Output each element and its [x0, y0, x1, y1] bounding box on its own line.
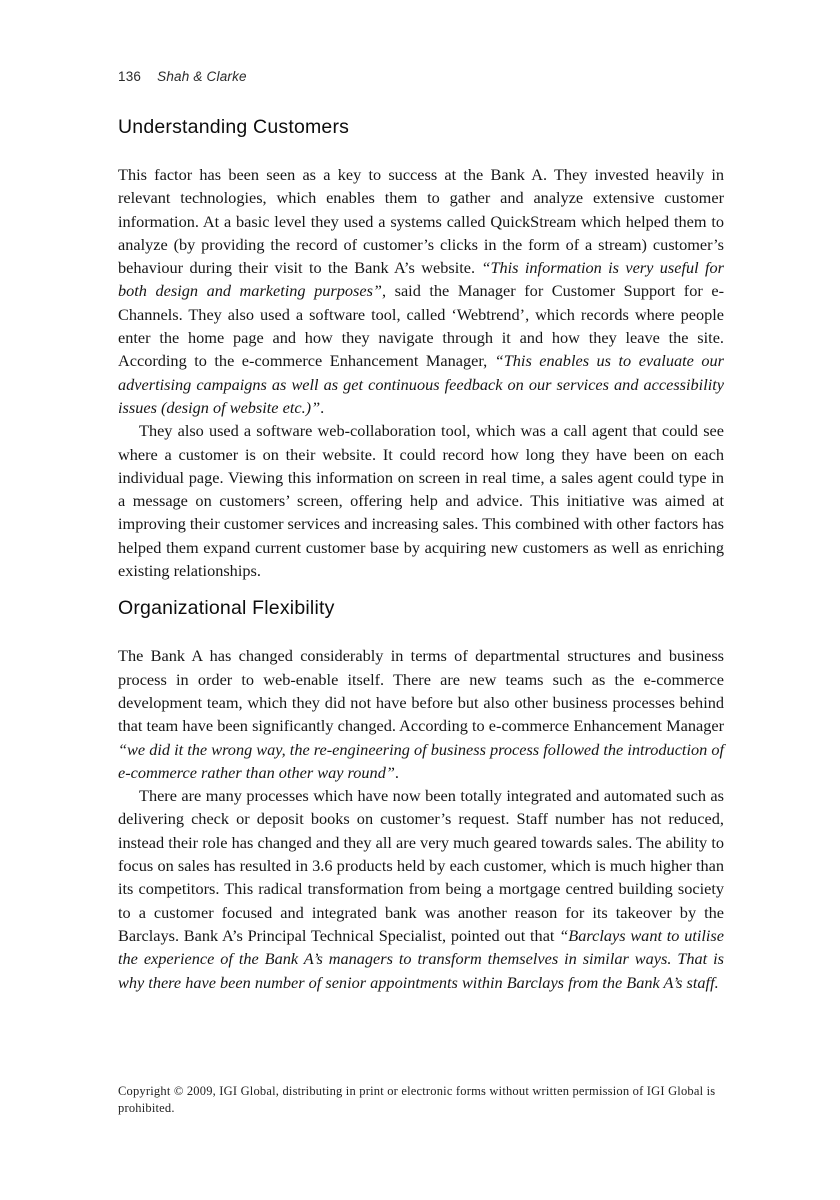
text-run: .	[394, 762, 399, 782]
quote-run: “we did it the wrong way, the re-engineering of business process followed the introduction of e-commerce rather than other way round”	[118, 739, 724, 782]
quote-run: “This enables us to evaluate our advertising campaigns as well as get continuous feedback on our services and accessibility issues (design of website etc.)”	[118, 351, 724, 417]
paragraph	[118, 163, 724, 419]
text-run: The Bank A has changed considerably in terms of departmental structures and business process in order to web-enable itself. There are new teams such as the e-commerce development team, which they did not have before but also other business processes behind that team have been significantly changed. According to e-commerce Enhancement Manager	[118, 646, 724, 736]
text-run: .	[320, 397, 325, 417]
paragraph	[118, 784, 724, 994]
text-run: They also used a software web-collaboration tool, which was a call agent that could see where a customer is on their website. It could record how long they have been on each individual page. Viewing this information on screen in real time, a sales agent could type in a message on customers’ screen, offering help and advice. This initiative was aimed at improving their customer services and increasing sales. This combined with other factors has helped them expand current customer base by acquiring new customers as well as enriching existing relationships.	[118, 421, 725, 581]
copyright-notice: Copyright © 2009, IGI Global, distributing in print or electronic forms without written permission of IGI Global is prohibited.	[118, 1084, 716, 1115]
paragraph	[118, 419, 724, 582]
page-header	[118, 69, 247, 84]
text-run: , said the Manager for Customer Support for e-Channels. They also used a software tool, called ‘Webtrend’, which records where people enter the home page and how they navigate through it and how they leave the site. According to the e-commerce Enhancement Manager,	[118, 281, 724, 371]
paragraph	[118, 644, 724, 784]
page-body	[118, 116, 724, 994]
quote-run: “Barclays want to utilise the experience of the Bank A’s managers to transform themselves in similar ways. That is why there have been number of senior appointments within Barclays from the Bank A’s staff.	[118, 925, 724, 992]
section-heading: Understanding Customers	[118, 116, 350, 138]
section-heading: Organizational Flexibility	[118, 597, 335, 620]
running-authors: Shah & Clarke	[157, 69, 247, 84]
text-run: This factor has been seen as a key to success at the Bank A. They invested heavily in relevant technologies, which enables them to gather and analyze extensive customer information. At a basic level they used a systems called QuickStream which helped them to analyze (by providing the record of customer’s clicks in the form of a stream) customer’s behaviour during their visit to the Bank A’s website.	[118, 165, 724, 278]
text-run: There are many processes which have now been totally integrated and automated such as delivering check or deposit books on customer’s request. Staff number has not reduced, instead their role has changed and they all are very much geared towards sales. The ability to focus on sales has resulted in 3.6 products held by each customer, which is much higher than its competitors. This radical transformation from being a mortgage centred building society to a customer focused and integrated bank was another reason for its takeover by the Barclays. Bank A’s Principal Technical Specialist, pointed out that	[118, 786, 724, 945]
quote-run: “This information is very useful for both design and marketing purposes”	[118, 258, 724, 301]
page-number: 136	[118, 69, 142, 84]
